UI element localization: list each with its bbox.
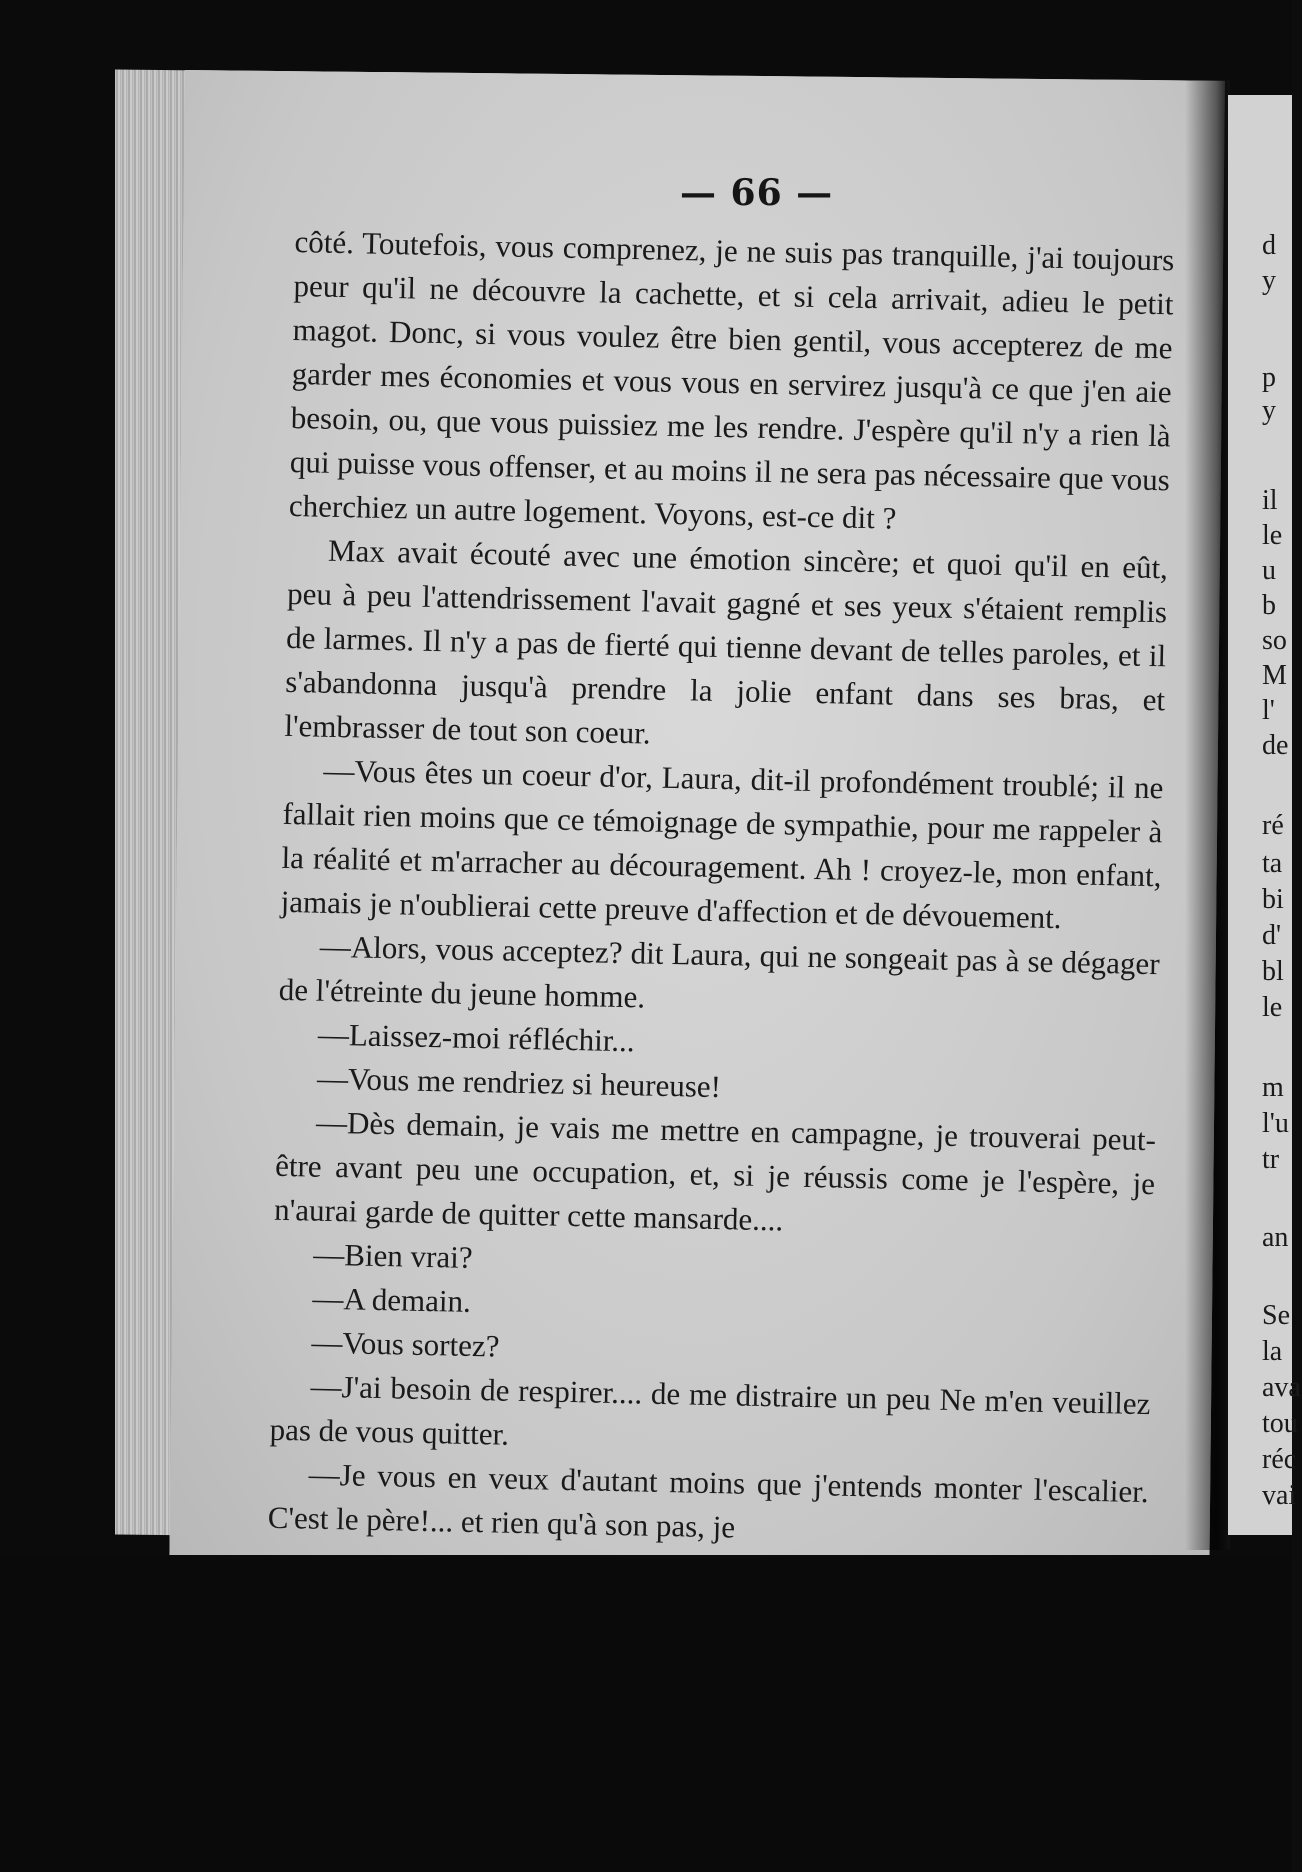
right-fragment: tou: [1262, 1408, 1298, 1439]
right-fragment: l': [1262, 695, 1275, 726]
dialogue-line: —Bien vrai?: [312, 1236, 473, 1275]
dialogue-line: —Laissez-moi réfléchir...: [317, 1016, 636, 1059]
right-fragment: y: [1262, 395, 1276, 426]
right-fragment: tr: [1262, 1144, 1280, 1175]
right-fragment: bl: [1262, 956, 1284, 987]
right-fragment: réc: [1262, 1444, 1297, 1475]
right-fragment: la: [1262, 1336, 1283, 1367]
dialogue-line: —Dès demain, je vais me mettre en campagne, je trouverai peut-être avant peu une occupation, et, si je réussis come je l'espère, je n'aurai garde de quitter cette mansarde....: [273, 1104, 1157, 1238]
right-fragment: ré: [1262, 810, 1284, 841]
right-fragment: l'u: [1262, 1108, 1289, 1139]
dialogue-line: —A demain.: [312, 1280, 472, 1319]
right-fragment: an: [1262, 1222, 1289, 1253]
right-fragment: bi: [1262, 884, 1284, 915]
right-fragment: de: [1262, 730, 1289, 761]
dialogue-line: —Vous êtes un coeur d'or, Laura, dit-il profondément troublé; il ne fallait rien moins que ce témoignage de sympathie, pour me rappeler à la réalité et m'arracher au découragement. Ah ! croyez-le, mon enfant, jamais je n'oublierai cette preuve d'affection et de dévouement.: [280, 752, 1164, 936]
right-fragment: b: [1262, 590, 1276, 621]
right-fragment: il: [1262, 485, 1278, 516]
right-fragment: Se: [1262, 1300, 1290, 1331]
paragraph: Max avait écouté avec une émotion sincère; et quoi qu'il en eût, peu à peu l'attendrissement l'avait gagné et ses yeux s'étaient remplis de larmes. Il n'y a pas de fierté qui tienne devant de telles paroles, et il s'abandonna jusqu'à prendre la jolie enfant dans ses bras, et l'embrasser de tout son coeur.: [284, 532, 1169, 751]
page-text: [267, 220, 1174, 1558]
right-fragment: so: [1262, 625, 1287, 656]
right-fragment: d: [1262, 230, 1276, 261]
page-number: — 66 —: [680, 172, 834, 214]
right-fragment: p: [1262, 362, 1276, 393]
dialogue-line: —Je vous en veux d'autant moins que j'entends monter l'escalier. C'est le père!... et rien qu'à son pas, je: [267, 1456, 1149, 1545]
paragraph: côté. Toutefois, vous comprenez, je ne suis pas tranquille, j'ai toujours peur qu'il ne découvre la cachette, et si cela arrivait, adieu le petit magot. Donc, si vous voulez être bien gentil, vous accepterez de me garder mes économies et vous vous en servirez jusqu'à ce que j'en aie besoin, ou, que vous puissiez me les rendre. J'espère qu'il n'y a rien là qui puisse vous offenser, et au moins il ne sera pas nécessaire que vous cherchiez un autre logement. Voyons, est-ce dit ?: [288, 223, 1175, 536]
dialogue-line: —Alors, vous acceptez? dit Laura, qui ne songeait pas à se dégager de l'étreinte du jeune homme.: [278, 928, 1160, 1015]
right-fragment: y: [1262, 265, 1276, 296]
dialogue-line: —J'ai besoin de respirer.... de me distraire un peu Ne m'en veuillez pas de vous quitter.: [269, 1368, 1151, 1452]
right-fragment: M: [1262, 660, 1287, 691]
right-fragment: d': [1262, 920, 1282, 951]
right-fragment: u: [1262, 555, 1276, 586]
book-gutter: [1185, 80, 1230, 1550]
right-fragment: vai: [1262, 1480, 1297, 1511]
right-fragment: ava: [1262, 1372, 1301, 1403]
right-fragment: le: [1262, 520, 1283, 551]
right-fragment: le: [1262, 992, 1283, 1023]
right-fragment: m: [1262, 1072, 1284, 1103]
dialogue-line: —Vous sortez?: [311, 1324, 500, 1364]
dialogue-line: —Vous me rendriez si heureuse!: [316, 1060, 722, 1105]
right-fragment: ta: [1262, 848, 1283, 879]
scan-bottom-shadow: [0, 1555, 1292, 1872]
